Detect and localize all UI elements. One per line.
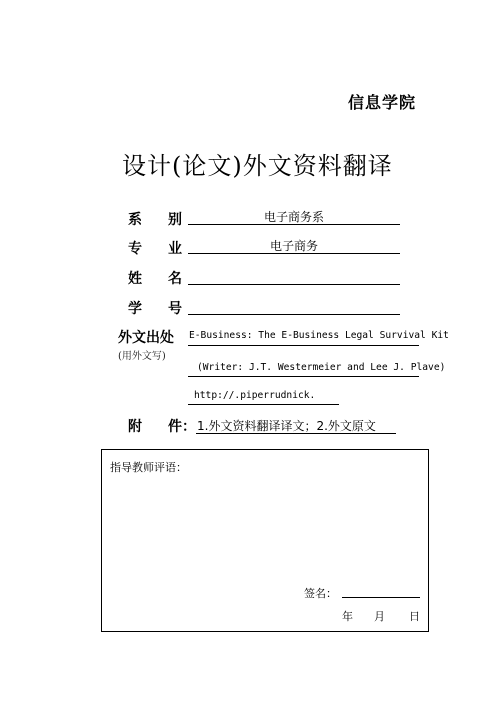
attachment-underline (196, 433, 396, 434)
student-id-label-char2: 号 (168, 301, 182, 317)
source-label: 外文出处 (118, 330, 174, 346)
advisor-comment-label: 指导教师评语： (110, 461, 187, 474)
date-month-label: 月 (374, 610, 385, 623)
college-name: 信息学院 (348, 93, 417, 112)
source-sub-label: (用外文写) (118, 351, 166, 362)
source-underline-3 (188, 404, 339, 405)
source-underline-1 (188, 345, 419, 346)
department-label-char1: 系 (128, 212, 142, 228)
department-label-char2: 别 (168, 212, 182, 228)
department-value[interactable]: 电子商务系 (263, 210, 324, 224)
signature-label: 签名： (304, 587, 337, 600)
department-label (128, 209, 182, 229)
date-year-label: 年 (342, 610, 353, 623)
date-day-label: 日 (409, 610, 420, 623)
attachment-label-char2: 件： (168, 419, 196, 435)
major-value[interactable]: 电子商务 (269, 239, 318, 253)
signature-line[interactable] (342, 597, 420, 598)
student-id-label-char1: 学 (128, 301, 142, 317)
source-line-3: http://.piperrudnick. (194, 390, 316, 401)
major-label-char1: 专 (128, 241, 142, 257)
source-underline-2 (188, 376, 419, 377)
name-underline (188, 284, 400, 285)
name-label (128, 268, 182, 288)
source-line-1: E-Business: The E-Business Legal Survival Kit (189, 330, 449, 341)
advisor-comment-box (101, 449, 429, 632)
attachment-label (128, 416, 196, 436)
name-label-char1: 姓 (128, 271, 142, 287)
attachment-label-char1: 附 (128, 419, 142, 435)
student-id-underline (188, 314, 400, 315)
document-title: 设计(论文)外文资料翻译 (122, 152, 393, 180)
name-label-char2: 名 (168, 271, 182, 287)
major-label (128, 238, 182, 258)
student-id-label (128, 298, 182, 318)
major-label-char2: 业 (168, 241, 182, 257)
attachment-value: 1.外文资料翻译译文；2.外文原文 (197, 419, 376, 433)
source-line-2: (Writer: J.T. Westermeier and Lee J. Plave) (197, 362, 446, 373)
